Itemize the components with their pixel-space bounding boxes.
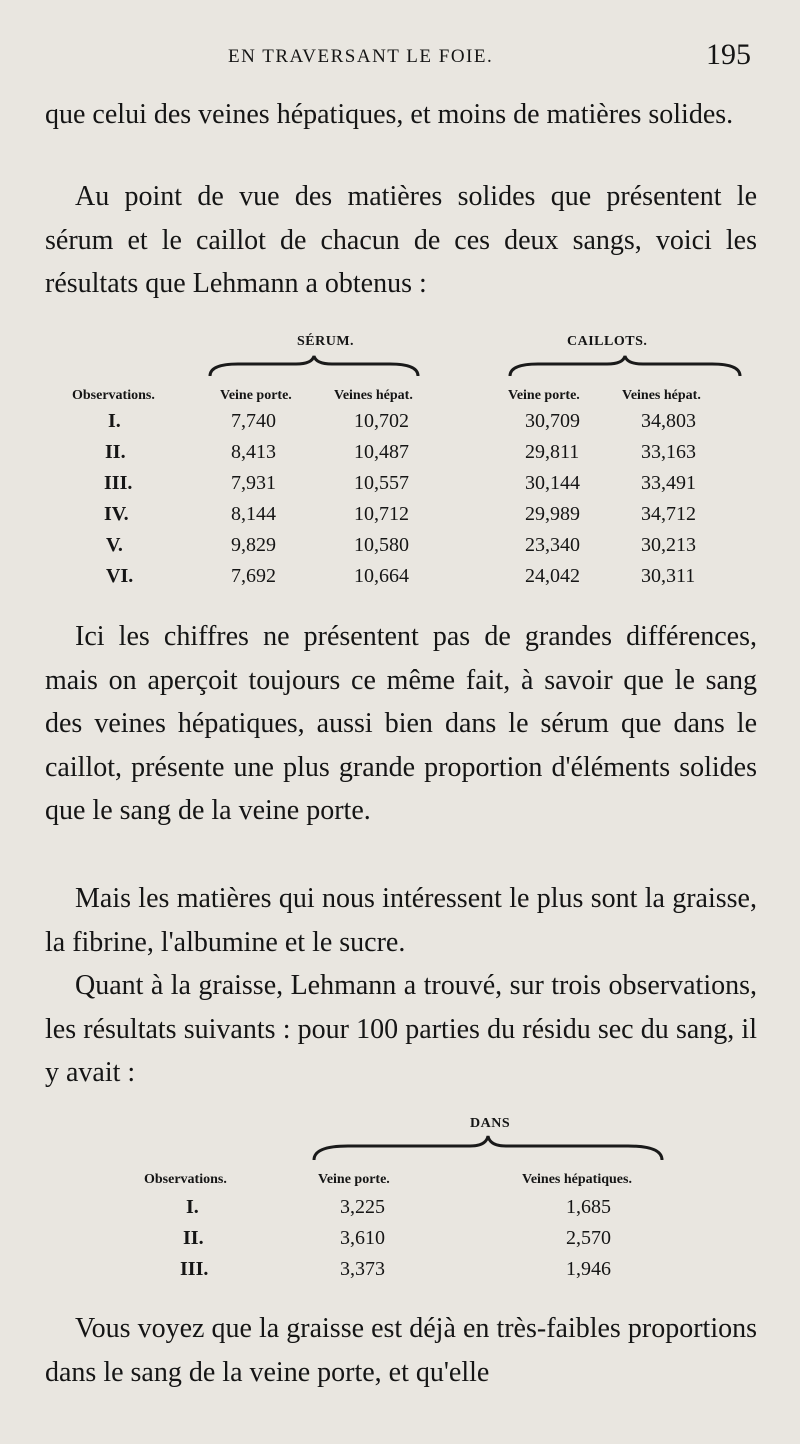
cell: 3,373 [340, 1258, 385, 1280]
cell: 34,803 [641, 410, 696, 432]
paragraph-6: Vous voyez que la graisse est déjà en très-faibles proportions dans le sang de la veine porte, et qu'elle [45, 1313, 757, 1388]
cell: 30,311 [641, 565, 696, 587]
brace-caillots [508, 354, 742, 378]
cell: 30,213 [641, 534, 696, 556]
cell: 29,811 [525, 441, 580, 463]
cell: 9,829 [231, 534, 276, 556]
cell: 7,931 [231, 472, 276, 494]
table-graisse [0, 1110, 800, 1290]
group-header-serum: SÉRUM. [297, 334, 355, 349]
paragraph-5: Quant à la graisse, Lehmann a trouvé, sur trois observations, les résultats suivants : pour 100 parties du résidu sec du sang, il y avait : [45, 970, 757, 1089]
running-head [0, 36, 800, 76]
paragraph-1: que celui des veines hépatiques, et moins de matières solides. [45, 99, 734, 130]
table-serum-caillots [0, 326, 800, 596]
cell: 3,610 [340, 1227, 385, 1249]
group-header-dans: DANS [470, 1116, 511, 1131]
cell: 7,740 [231, 410, 276, 432]
cell: 33,163 [641, 441, 696, 463]
cell: 10,487 [354, 441, 409, 463]
paragraph-2: Au point de vue des matières solides que présentent le sérum et le caillot de chacun de ces deux sangs, voici les résultats que Lehmann a obtenus : [45, 181, 757, 300]
col-veines-hepat-caillots: Veines hépat. [622, 388, 701, 403]
col-veines-hepatiques: Veines hépatiques. [522, 1172, 632, 1187]
cell: 10,557 [354, 472, 409, 494]
group-header-caillots: CAILLOTS. [567, 334, 648, 349]
paragraph-4: Mais les matières qui nous intéressent le plus sont la graisse, la fibrine, l'albumine et le sucre. [45, 883, 757, 958]
cell: 3,225 [340, 1196, 385, 1218]
col-veine-porte-serum: Veine porte. [220, 388, 292, 403]
cell: 10,712 [354, 503, 409, 525]
running-head-title: EN TRAVERSANT LE FOIE. [228, 46, 494, 67]
col-veine-porte: Veine porte. [318, 1172, 390, 1187]
cell: 23,340 [525, 534, 580, 556]
row-label: I. [108, 410, 121, 432]
col-observations: Observations. [144, 1172, 227, 1187]
cell: 33,491 [641, 472, 696, 494]
row-label: III. [180, 1258, 209, 1280]
cell: 30,709 [525, 410, 580, 432]
row-label: II. [105, 441, 126, 463]
paragraph-3: Ici les chiffres ne présentent pas de grandes différences, mais on aperçoit toujours ce même fait, à savoir que le sang des veines hépatiques, aussi bien dans le sérum que dans le caillot, présente une plus grande proportion d'éléments solides que le sang de la veine porte. [45, 621, 757, 827]
row-label: III. [104, 472, 133, 494]
cell: 30,144 [525, 472, 580, 494]
col-veine-porte-caillots: Veine porte. [508, 388, 580, 403]
row-label: II. [183, 1227, 204, 1249]
cell: 29,989 [525, 503, 580, 525]
col-veines-hepat-serum: Veines hépat. [334, 388, 413, 403]
cell: 1,685 [566, 1196, 611, 1218]
row-label: VI. [106, 565, 134, 587]
cell: 34,712 [641, 503, 696, 525]
col-observations: Observations. [72, 388, 155, 403]
cell: 10,664 [354, 565, 409, 587]
cell: 1,946 [566, 1258, 611, 1280]
cell: 7,692 [231, 565, 276, 587]
cell: 2,570 [566, 1227, 611, 1249]
cell: 24,042 [525, 565, 580, 587]
row-label: V. [106, 534, 123, 556]
page-number: 195 [706, 38, 751, 71]
brace-serum [208, 354, 420, 378]
cell: 10,702 [354, 410, 409, 432]
brace-dans [312, 1134, 664, 1162]
row-label: I. [186, 1196, 199, 1218]
cell: 10,580 [354, 534, 409, 556]
cell: 8,144 [231, 503, 276, 525]
row-label: IV. [104, 503, 129, 525]
cell: 8,413 [231, 441, 276, 463]
